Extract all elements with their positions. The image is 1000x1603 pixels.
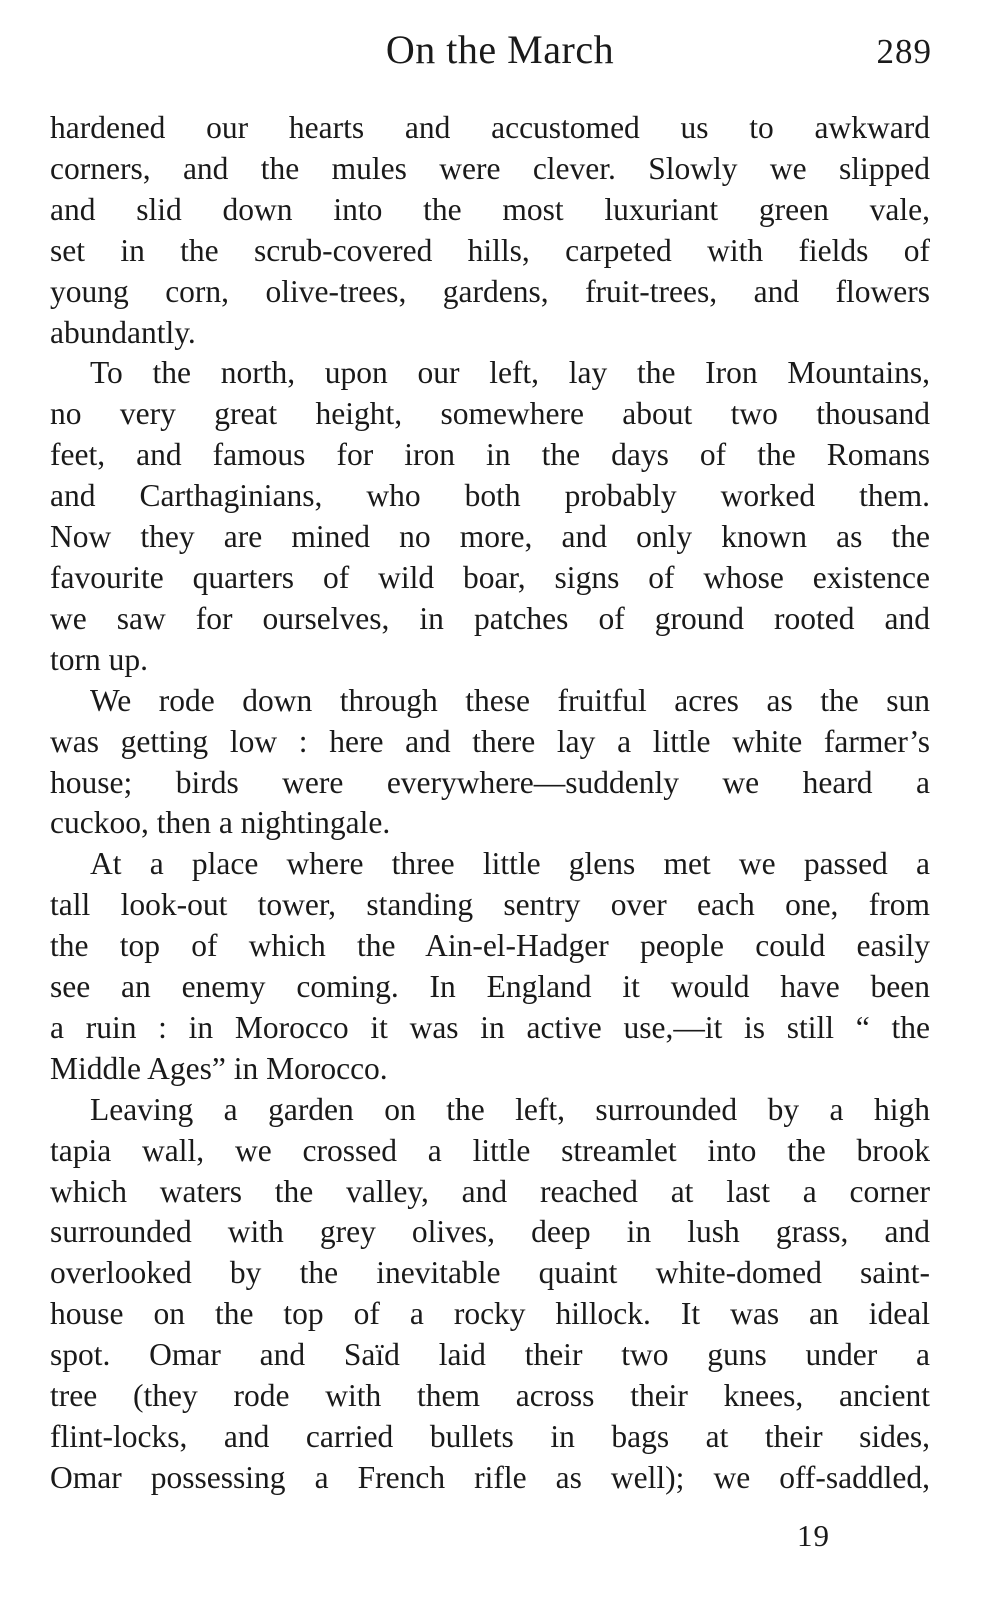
text-line: cuckoo, then a nightingale. — [50, 805, 391, 841]
text-line: overlooked by the inevitable quaint white-domed saint- — [50, 1255, 930, 1291]
paragraph-3 — [50, 681, 930, 845]
text-line: Omar possessing a French rifle as well); we off-saddled, — [50, 1459, 930, 1495]
text-line: tapia wall, we crossed a little streamlet into the brook — [50, 1132, 930, 1168]
text-line: no very great height, somewhere about two thousand — [50, 396, 930, 432]
text-line: and Carthaginians, who both probably worked them. — [50, 478, 930, 514]
text-line: set in the scrub-covered hills, carpeted with fields of — [50, 232, 930, 268]
text-line: feet, and famous for iron in the days of the Romans — [50, 437, 930, 473]
text-line: spot. Omar and Saïd laid their two guns under a — [50, 1337, 930, 1373]
text-line: we saw for ourselves, in patches of ground rooted and — [50, 600, 930, 636]
signature-mark: 19 — [797, 1518, 830, 1553]
text-line: Leaving a garden on the left, surrounded by a high — [90, 1091, 930, 1127]
text-line: torn up. — [50, 641, 148, 677]
page-title: On the March — [385, 27, 615, 72]
paragraph-4 — [50, 844, 930, 1089]
text-line: the top of which the Ain-el-Hadger people could easily — [50, 928, 930, 964]
paragraph-5 — [50, 1090, 930, 1499]
text-line: surrounded with grey olives, deep in lush grass, and — [50, 1214, 930, 1250]
text-line: flint-locks, and carried bullets in bags at their sides, — [50, 1419, 930, 1454]
paragraph-2 — [50, 353, 930, 680]
text-line: We rode down through these fruitful acres as the sun — [90, 682, 930, 718]
text-line: hardened our hearts and accustomed us to awkward — [50, 110, 930, 145]
text-line: Middle Ages” in Morocco. — [50, 1050, 388, 1086]
text-line: was getting low : here and there lay a little white farmer’s — [50, 723, 930, 759]
text-line: see an enemy coming. In England it would have been — [50, 969, 930, 1005]
text-line: which waters the valley, and reached at last a corner — [50, 1173, 930, 1209]
text-line: young corn, olive-trees, gardens, fruit-trees, and flowers — [50, 273, 930, 309]
text-line: Now they are mined no more, and only known as the — [50, 519, 930, 555]
text-line: corners, and the mules were clever. Slowly we slipped — [50, 150, 930, 186]
text-line: and slid down into the most luxuriant green vale, — [50, 191, 930, 227]
text-line: At a place where three little glens met we passed a — [90, 846, 930, 882]
text-line: tree (they rode with them across their knees, ancient — [50, 1378, 930, 1414]
paragraph-1 — [50, 108, 930, 353]
text-line: To the north, upon our left, lay the Iron Mountains, — [90, 355, 930, 391]
running-head — [0, 18, 1000, 78]
text-line: house; birds were everywhere—suddenly we heard a — [50, 764, 930, 800]
text-line: house on the top of a rocky hillock. It was an ideal — [50, 1296, 930, 1332]
text-line: abundantly. — [50, 314, 196, 350]
text-line: tall look-out tower, standing sentry over each one, from — [50, 887, 930, 923]
body-text — [50, 108, 930, 1499]
page-number: 289 — [876, 32, 932, 71]
text-line: favourite quarters of wild boar, signs of whose existence — [50, 559, 930, 595]
text-line: a ruin : in Morocco it was in active use,—it is still “ the — [50, 1009, 930, 1045]
